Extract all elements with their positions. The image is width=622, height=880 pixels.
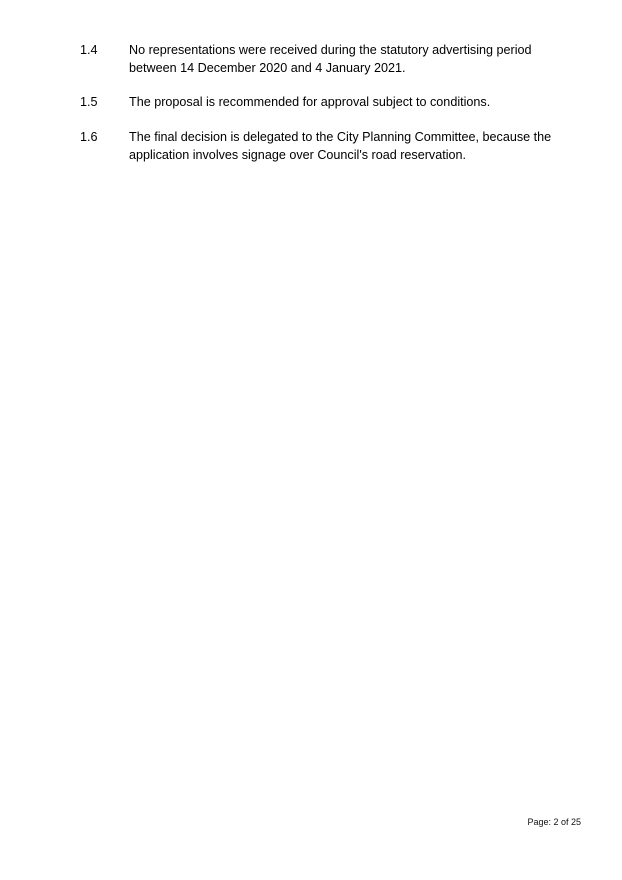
paragraph-text: No representations were received during the statutory advertising period between 14 December 2020 and 4 January 2021. [129,43,532,75]
paragraph-number: 1.5 [80,95,98,109]
paragraph-number: 1.6 [80,130,98,144]
paragraph-text: The proposal is recommended for approval subject to conditions. [129,95,491,109]
paragraph-number: 1.4 [80,43,98,57]
page-number-footer: Page: 2 of 25 [527,817,581,827]
paragraph-text: The final decision is delegated to the City Planning Committee, because the application involves signage over Council's road reservation. [129,130,552,162]
